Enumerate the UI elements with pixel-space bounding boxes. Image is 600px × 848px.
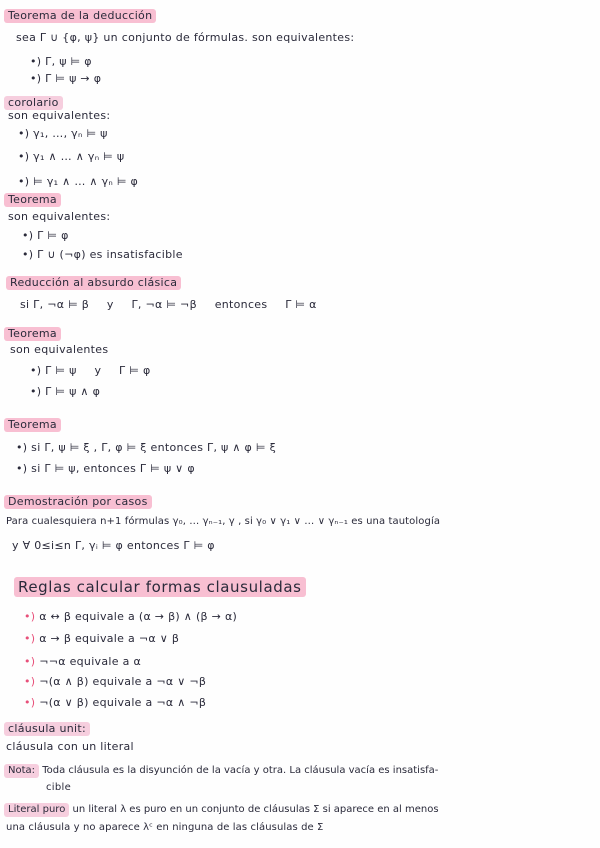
theorem-3-item-1: [30, 364, 151, 378]
reduction-then: entonces: [214, 298, 268, 311]
theorem-3-item-2: •) Γ ⊨ ψ ∧ φ: [30, 385, 101, 398]
reduction-premise-2: Γ, ¬α ⊨ ¬β: [131, 298, 197, 311]
unit-clause-title: cláusula unit:: [4, 722, 90, 736]
pure-literal-line-1: Literal puro un literal λ es puro en un conjunto de cláusulas Σ si aparece en al menos: [4, 803, 439, 817]
reduction-and: y: [106, 298, 114, 311]
corollary-item-3: •) ⊨ γ₁ ∧ … ∧ γₙ ⊨ φ: [18, 175, 139, 188]
pure-literal-line-2: una cláusula y no aparece λᶜ en ninguna de las cláusulas de Σ: [6, 822, 324, 833]
theorem-3-item-1-a: •) Γ ⊨ ψ: [30, 364, 77, 377]
proof-by-cases-title: Demostración por casos: [4, 495, 152, 509]
bullet-icon: •): [24, 655, 36, 668]
reduction-conclusion: Γ ⊨ α: [285, 298, 317, 311]
reduction-statement: [20, 298, 317, 312]
theorem-4-line-2: •) si Γ ⊨ ψ, entonces Γ ⊨ ψ ∨ φ: [16, 462, 195, 475]
deduction-statement: sea Γ ∪ {φ, ψ} un conjunto de fórmulas. son equivalentes:: [16, 31, 355, 44]
note-line-1: Nota: Toda cláusula es la disyunción de la vacía y otra. La cláusula vacía es insatisfa-: [4, 764, 438, 778]
reduction-premise-1: si Γ, ¬α ⊨ β: [20, 298, 90, 311]
clausal-rule-1: •) α ↔ β equivale a (α → β) ∧ (β → α): [24, 610, 238, 623]
corollary-item-1: •) γ₁, …, γₙ ⊨ ψ: [18, 127, 108, 140]
deduction-item-1: •) Γ, ψ ⊨ φ: [30, 55, 92, 68]
bullet-icon: •): [24, 632, 36, 645]
bullet-icon: •): [24, 610, 36, 623]
corollary-statement: son equivalentes:: [8, 109, 111, 122]
reduction-title: Reducción al absurdo clásica: [6, 276, 181, 290]
theorem-3-item-1-b: Γ ⊨ φ: [119, 364, 151, 377]
theorem-2-item-1: •) Γ ⊨ φ: [22, 229, 69, 242]
theorem-3-item-1-and: y: [94, 364, 102, 377]
clausal-rule-2: •) α → β equivale a ¬α ∨ β: [24, 632, 180, 645]
note-label: Nota:: [4, 764, 39, 778]
theorem-3-statement: son equivalentes: [10, 343, 109, 356]
clausal-rule-5: •) ¬(α ∨ β) equivale a ¬α ∧ ¬β: [24, 696, 207, 709]
deduction-theorem-title: Teorema de la deducción: [4, 9, 156, 23]
deduction-item-2: •) Γ ⊨ ψ → φ: [30, 72, 102, 85]
clausal-rules-title: Reglas calcular formas clausuladas: [14, 577, 306, 597]
unit-clause-text: cláusula con un literal: [6, 740, 134, 753]
theorem-4-line-1: •) si Γ, ψ ⊨ ξ , Γ, φ ⊨ ξ entonces Γ, ψ ∧ φ ⊨ ξ: [16, 441, 277, 454]
proof-by-cases-line-1: Para cualesquiera n+1 fórmulas γ₀, … γₙ₋₁, γ , si γ₀ ∨ γ₁ ∨ … ∨ γₙ₋₁ es una tautología: [6, 516, 441, 527]
theorem-4-title: Teorema: [4, 418, 61, 432]
corollary-title: corolario: [4, 96, 63, 110]
theorem-2-statement: son equivalentes:: [8, 210, 111, 223]
pure-literal-label: Literal puro: [4, 803, 69, 817]
note-line-2: cible: [46, 782, 72, 793]
bullet-icon: •): [24, 696, 36, 709]
proof-by-cases-line-2: y ∀ 0≤i≤n Γ, γᵢ ⊨ φ entonces Γ ⊨ φ: [12, 539, 215, 552]
theorem-2-title: Teorema: [4, 193, 61, 207]
clausal-rule-4: •) ¬(α ∧ β) equivale a ¬α ∨ ¬β: [24, 675, 207, 688]
theorem-3-title: Teorema: [4, 327, 61, 341]
corollary-item-2: •) γ₁ ∧ … ∧ γₙ ⊨ ψ: [18, 150, 125, 163]
theorem-2-item-2: •) Γ ∪ (¬φ) es insatisfacible: [22, 248, 183, 261]
clausal-rule-3: •) ¬¬α equivale a α: [24, 655, 142, 668]
bullet-icon: •): [24, 675, 36, 688]
